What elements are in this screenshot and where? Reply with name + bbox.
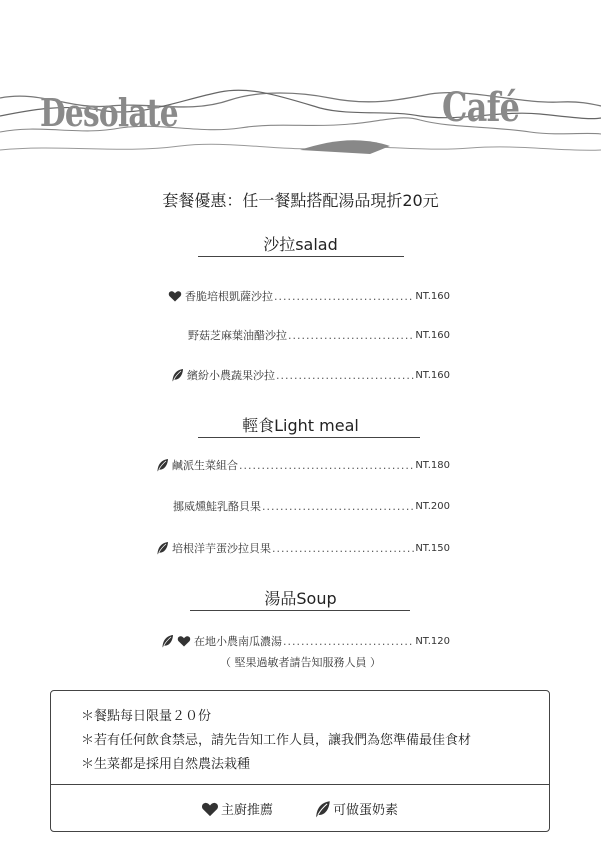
legend-chef-recommend	[201, 799, 273, 818]
section-title-soup: 湯品Soup	[264, 589, 337, 608]
heart-icon	[201, 800, 219, 818]
legend-label: 可做蛋奶素	[333, 803, 399, 818]
leaf-icon	[170, 368, 184, 382]
notice-daily-limit: ＊餐點每日限量２０份	[81, 709, 212, 724]
promo-text: 套餐優惠：任一餐點搭配湯品現折20元	[162, 191, 439, 210]
menu-item-mushroom-salad	[188, 327, 450, 343]
heart-icon	[168, 289, 182, 303]
item-price: NT.160	[415, 369, 450, 381]
leaf-icon	[155, 541, 169, 555]
info-box	[50, 690, 550, 832]
menu-item-bacon-potato-bagel	[155, 540, 450, 556]
section-rule-light-meal	[198, 437, 420, 438]
leaf-icon	[313, 800, 331, 818]
legend-label: 主廚推薦	[221, 803, 274, 818]
leader-dots	[274, 290, 414, 303]
section-rule-salad	[198, 256, 404, 257]
item-price: NT.200	[415, 500, 450, 512]
menu-item-caesar-salad	[168, 288, 450, 304]
leader-dots	[283, 635, 414, 648]
item-price: NT.180	[415, 459, 450, 471]
leaf-icon	[160, 634, 174, 648]
menu-item-pumpkin-soup	[160, 633, 450, 649]
menu-item-veggie-salad	[170, 367, 450, 383]
item-name: 挪威燻鮭乳酪貝果	[173, 500, 261, 513]
item-name: 野菇芝麻葉油醋沙拉	[188, 329, 287, 342]
section-title-salad: 沙拉salad	[263, 235, 338, 254]
brand-name-left: Desolate	[40, 90, 178, 135]
leader-dots	[262, 500, 414, 513]
item-price: NT.160	[415, 290, 450, 302]
leader-dots	[272, 542, 414, 555]
allergy-note: （ 堅果過敏者請告知服務人員 ）	[220, 656, 381, 669]
item-name: 香脆培根凱薩沙拉	[185, 290, 273, 303]
item-price: NT.160	[415, 329, 450, 341]
section-rule-soup	[190, 610, 410, 611]
section-title-light-meal: 輕食Light meal	[242, 416, 359, 435]
leader-dots	[276, 369, 414, 382]
leader-dots	[239, 459, 414, 472]
menu-item-salmon-bagel	[173, 498, 450, 514]
notice-dietary: ＊若有任何飲食禁忌，請先告知工作人員，讓我們為您準備最佳食材	[81, 733, 472, 748]
item-name: 培根洋芋蛋沙拉貝果	[172, 542, 271, 555]
box-divider	[51, 784, 549, 785]
item-price: NT.120	[415, 635, 450, 647]
item-name: 在地小農南瓜濃湯	[194, 635, 282, 648]
leader-dots	[288, 329, 414, 342]
leaf-icon	[155, 458, 169, 472]
item-name: 鹹派生菜組合	[172, 459, 238, 472]
brand-name-right: Café	[442, 84, 520, 131]
item-name: 繽紛小農蔬果沙拉	[187, 369, 275, 382]
heart-icon	[177, 634, 191, 648]
item-price: NT.150	[415, 542, 450, 554]
legend-vegetarian	[313, 799, 398, 818]
notice-natural-farming: ＊生菜都是採用自然農法栽種	[81, 757, 251, 772]
menu-item-quiche-combo	[155, 457, 450, 473]
